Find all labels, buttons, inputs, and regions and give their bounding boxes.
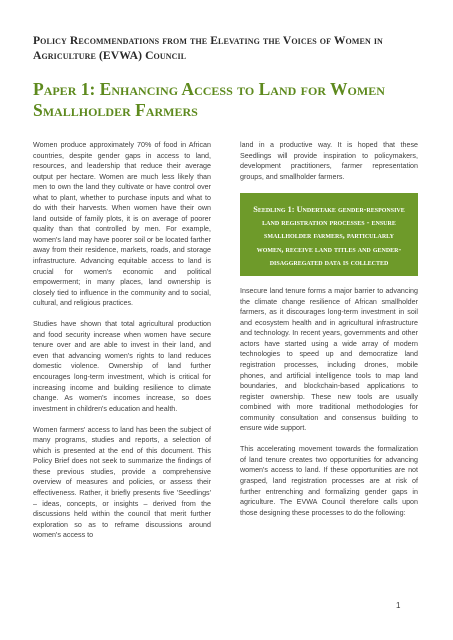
paragraph: Studies have shown that total agricultural production and food security increase when women have secure tenure over and are able to invest in their land, and even that advancing women's rights to land reduces domestic violence. Ownership of land further encourages long-term investment, which is critical for increasing income and building resilience to climate change. As women's incomes increase, so does investment in children's education and health. — [33, 320, 211, 413]
left-column — [33, 140, 211, 551]
page-number: 1 — [396, 601, 401, 610]
paragraph: land in a productive way. It is hoped that these Seedlings will provide inspiration to policymakers, development practitioners, farmer representation groups, and smallholder farmers. — [240, 141, 418, 181]
seedling-callout: Seedling 1: Undertake gender-responsive land registration processes - ensure smallholder farmers, particularly women, receive land titles and gender-disaggregated data is collected — [240, 193, 418, 276]
paragraph: Insecure land tenure forms a major barrier to advancing the climate change resilience of African smallholder farmers, as it discourages long-term investment in soil and ecosystem health and in agricultural infrastructure and technology. In recent years, governments and other actors have started using a wide array of modern technologies to speed up and democratize land registration processes, including drones, mobile phones, and artificial intelligence tools to map land boundaries, and blockchain-based applications to register ownership. These new tools are usually combined with more traditional methodologies for community consultation and consensus building to ensure wide support. — [240, 287, 418, 433]
right-column — [240, 140, 418, 529]
paragraph: Women produce approximately 70% of food in African countries, despite gender gaps in access to land, resources, and leadership that reduce their average output per hectare. Women are much less likely than men to own the land they cultivate or have control over what to plant, whether to purchase inputs and what to do with their harvests. When women have their own land outside of family plots, it is on average of poorer quality than that controlled by men. For example, women's land may have poorer soil or be located farther away from their residence, markets, roads, and storage infrastructure. Advancing equitable access to land is crucial for women's economic and political empowerment; in many places, land ownership is closely tied to influence in the community and to social, cultural, and religious practices. — [33, 141, 211, 308]
paragraph: This accelerating movement towards the formalization of land tenure creates two opportunities for advancing women's access to land. If these opportunities are not grasped, land registration processes are at risk of further entrenching and formalizing gender gaps in agriculture. The EVWA Council therefore calls upon those designing these processes to do the following: — [240, 445, 418, 517]
paper-title: Paper 1: Enhancing Access to Land for Women Smallholder Farmers — [33, 79, 385, 120]
document-supertitle: Policy Recommendations from the Elevating the Voices of Women in Agriculture (EVWA) Council — [33, 34, 383, 62]
paragraph: Women farmers' access to land has been the subject of many programs, studies and reports, a selection of which is presented at the end of this document. This Policy Brief does not seek to summarize the findings of these previous studies, provide a comprehensive overview of measures and policies, or assess their effectiveness. Rather, it briefly presents five 'Seedlings' – ideas, concepts, or insights – derived from the discussions held within the council that merit further exploration so as to reframe discussions around women's access to — [33, 425, 211, 540]
